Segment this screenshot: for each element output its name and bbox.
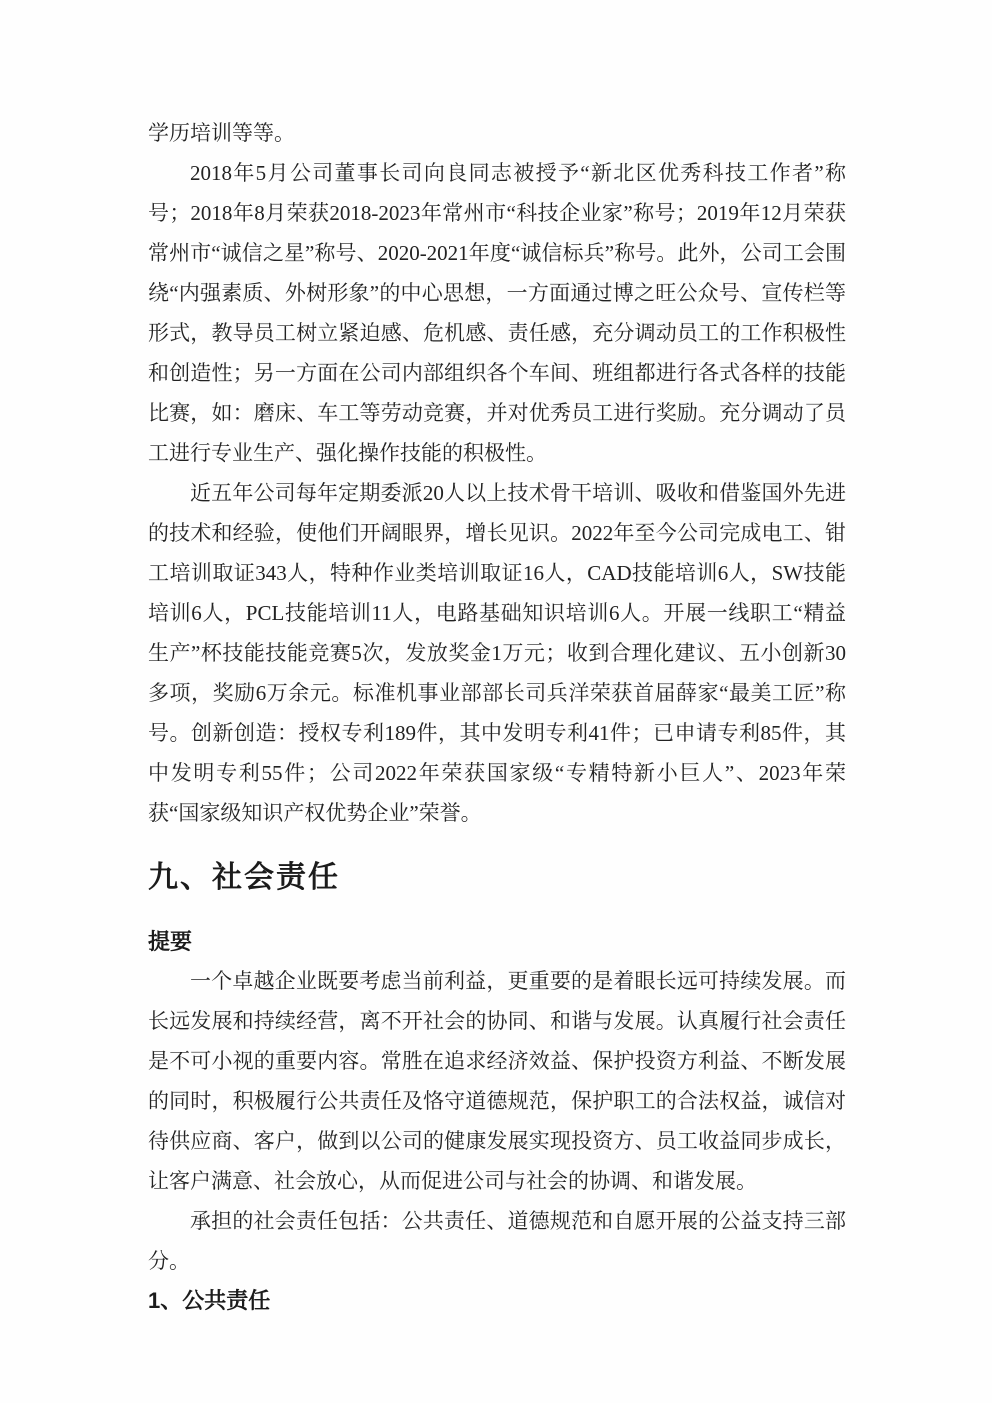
summary-label: 提要 — [148, 929, 193, 954]
paragraph-training-statistics: 近五年公司每年定期委派20人以上技术骨干培训、吸收和借鉴国外先进的技术和经验，使他们开阔眼界，增长见识。2022年至今公司完成电工、钳工培训取证343人，特种作业类培训取证16人，CAD技能培训6人，SW技能培训6人，PCL技能培训11人，电路基础知识培训6人。开展一线职工“精益生产”杯技能技能竞赛5次，发放奖金1万元；收到合理化建议、五小创新30多项，奖励6万余元。标准机事业部部长司兵洋荣获首届薛家“最美工匠”称号。创新创造：授权专利189件，其中发明专利41件；已申请专利85件，其中发明专利55件；公司2022年荣获国家级“专精特新小巨人”、2023年荣获“国家级知识产权优势企业”荣誉。 — [148, 481, 846, 825]
paragraph-honors-awards: 2018年5月公司董事长司向良同志被授予“新北区优秀科技工作者”称号；2018年8月荣获2018-2023年常州市“科技企业家”称号；2019年12月荣获常州市“诚信之星”称号、2020-2021年度“诚信标兵”称号。此外，公司工会围绕“内强素质、外树形象”的中心思想，一方面通过博之旺公众号、宣传栏等形式，教导员工树立紧迫感、危机感、责任感，充分调动员工的工作积极性和创造性；另一方面在公司内部组织各个车间、班组都进行各式各样的技能比赛，如：磨床、车工等劳动竞赛，并对优秀员工进行奖励。充分调动了员工进行专业生产、强化操作技能的积极性。 — [148, 161, 846, 465]
paragraph-education-training-end: 学历培训等等。 — [148, 121, 295, 145]
subsection-heading-public-responsibility: 1、公共责任 — [148, 1288, 271, 1313]
section-heading-social-responsibility: 九、社会责任 — [148, 861, 340, 894]
paragraph-responsibility-scope: 承担的社会责任包括：公共责任、道德规范和自愿开展的公益支持三部分。 — [148, 1209, 846, 1273]
paragraph-summary: 一个卓越企业既要考虑当前利益，更重要的是着眼长远可持续发展。而长远发展和持续经营，离不开社会的协同、和谐与发展。认真履行社会责任是不可小视的重要内容。常胜在追求经济效益、保护投资方利益、不断发展的同时，积极履行公共责任及恪守道德规范，保护职工的合法权益，诚信对待供应商、客户，做到以公司的健康发展实现投资方、员工收益同步成长，让客户满意、社会放心，从而促进公司与社会的协调、和谐发展。 — [148, 969, 846, 1193]
